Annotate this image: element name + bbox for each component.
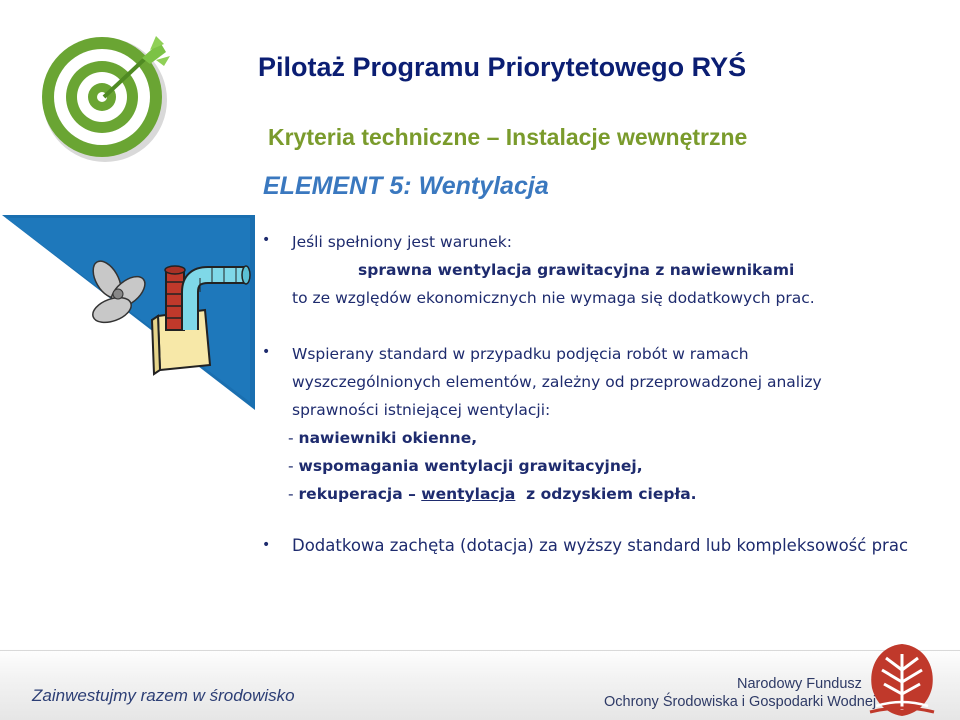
bullet-3-line-1: Dodatkowa zachęta (dotacja) za wyższy standard lub kompleksowość prac	[292, 536, 909, 555]
sub-item-label: nawiewniki okienne,	[298, 429, 478, 447]
bullet-1-line-1: Jeśli spełniony jest warunek:	[292, 233, 512, 251]
bullet-2-line-1: Wspierany standard w przypadku podjęcia robót w ramach	[292, 345, 749, 363]
sub-item-label-tail: z odzyskiem ciepła.	[515, 485, 697, 503]
footer-divider	[0, 650, 960, 651]
element-heading: ELEMENT 5: Wentylacja	[263, 172, 549, 200]
page-title: Pilotaż Programu Priorytetowego RYŚ	[258, 52, 747, 82]
sub-item-underlined: wentylacja	[421, 485, 516, 503]
dash: -	[288, 457, 299, 475]
bullet-1-line-3: to ze względów ekonomicznych nie wymaga się dodatkowych prac.	[292, 289, 815, 307]
bullet-2-line-3: sprawności istniejącej wentylacji:	[292, 401, 551, 419]
sub-item-air-inlets	[288, 424, 477, 452]
section-subtitle: Kryteria techniczne – Instalacje wewnętrzne	[268, 124, 748, 150]
target-illustration	[0, 30, 260, 415]
bullet-marker: •	[262, 537, 271, 553]
fund-name-line-2: Ochrony Środowiska i Gospodarki Wodnej	[604, 694, 877, 710]
footer-slogan: Zainwestujmy razem w środowisko	[32, 686, 295, 705]
nfosigw-logo-icon	[862, 640, 942, 720]
dash: -	[288, 485, 299, 503]
dash: -	[288, 429, 299, 447]
sub-item-label: rekuperacja	[298, 485, 403, 503]
sub-item-separator: –	[402, 485, 422, 503]
sub-item-recuperation	[288, 480, 697, 508]
sub-item-assisted-ventilation	[288, 452, 643, 480]
bullet-1-condition: sprawna wentylacja grawitacyjna z nawiewnikami	[358, 261, 795, 279]
fund-name-line-1: Narodowy Fundusz	[737, 676, 862, 692]
bullet-marker: •	[262, 232, 271, 248]
bullet-marker: •	[262, 344, 271, 360]
bullet-2-line-2: wyszczególnionych elementów, zależny od przeprowadzonej analizy	[292, 373, 822, 391]
sub-item-label: wspomagania wentylacji grawitacyjnej,	[298, 457, 643, 475]
